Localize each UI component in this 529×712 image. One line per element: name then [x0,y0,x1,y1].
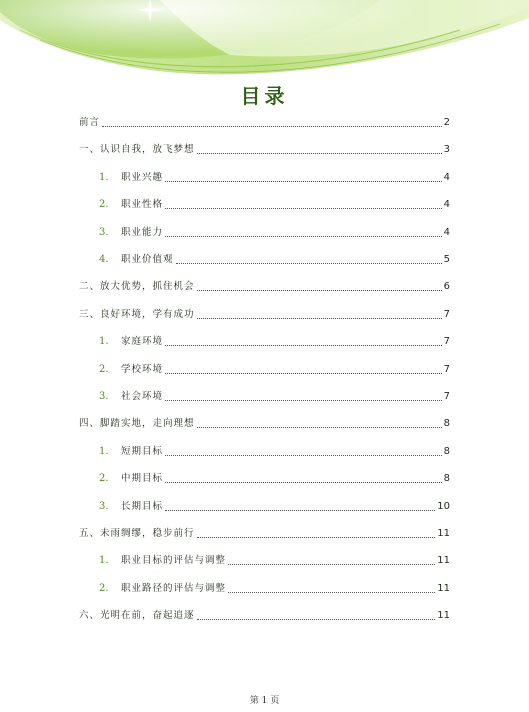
toc-page-number: 11 [437,528,450,539]
toc-entry[interactable] [79,304,450,322]
toc-entry-number: 4. [99,254,109,265]
toc-entry-label: 学校环境 [121,363,164,375]
toc-page-number: 11 [437,610,450,622]
toc-page-number: 4 [443,226,450,238]
toc-entry-label: 六、光明在前，奋起追逐 [79,610,195,622]
toc-entry-number: 2. [99,582,109,594]
toc-entry-label: 家庭环境 [121,336,164,348]
toc-entry-label: 社会环境 [121,391,164,402]
toc-page-number: 7 [443,308,450,320]
toc-page-number: 8 [443,473,450,485]
toc-dot-leader [165,372,442,374]
toc-subentry[interactable] [79,468,450,486]
toc-dot-leader [165,481,442,483]
toc-dot-leader [228,591,435,593]
toc-entry-label: 职业价值观 [121,254,174,265]
toc-entry-label: 中期目标 [121,473,164,485]
toc-entry-label: 五、未雨绸缪，稳步前行 [79,528,195,539]
toc-entry[interactable] [79,523,450,541]
toc-entry-number: 2. [99,199,109,211]
toc-dot-leader [165,207,442,209]
toc-subentry[interactable] [79,441,450,459]
toc-entry-number: 1. [99,336,109,348]
toc-page-number: 7 [443,336,450,348]
toc-page-number: 8 [443,418,450,430]
toc-entry[interactable] [79,276,450,294]
toc-dot-leader [197,289,442,291]
toc-subentry[interactable] [79,386,450,404]
toc-subentry[interactable] [79,167,450,185]
toc-dot-leader [228,563,435,565]
toc-entry-label: 前言 [79,117,101,128]
toc-dot-leader [165,180,442,182]
toc-entry-label: 职业能力 [121,226,164,238]
toc-entry[interactable] [79,139,450,157]
toc-dot-leader [197,152,442,154]
toc-page-number: 5 [443,254,450,265]
toc-page-number: 4 [443,171,450,183]
toc-subentry[interactable] [79,496,450,514]
toc-entry-number: 3. [99,391,109,402]
page-title: 目录 [240,84,289,108]
toc-entry-label: 短期目标 [121,445,164,457]
toc-dot-leader [197,618,436,620]
toc-subentry[interactable] [79,249,450,267]
toc-page-number: 6 [443,281,450,293]
toc-dot-leader [197,536,436,538]
toc-page-number: 4 [443,199,450,211]
toc-subentry[interactable] [79,359,450,377]
toc-page-number: 2 [443,117,450,128]
toc-dot-leader [165,344,442,346]
toc-entry-number: 3. [99,500,109,512]
toc-page-number: 3 [443,144,450,156]
toc-dot-leader [197,317,442,319]
page-footer: 第 1 页 [249,696,280,706]
toc-entry[interactable] [79,605,450,623]
toc-entry-label: 职业性格 [121,199,164,211]
toc-entry-number: 2. [99,363,109,375]
toc-dot-leader [197,426,442,428]
toc-subentry[interactable] [79,331,450,349]
toc-entry-number: 2. [99,473,109,485]
toc-dot-leader [165,235,442,237]
toc-dot-leader [176,262,442,264]
toc-subentry[interactable] [79,578,450,596]
toc-entry-label: 一、认识自我，放飞梦想 [79,144,195,156]
toc-dot-leader [165,509,435,511]
toc-dot-leader [165,399,442,401]
toc-entry-number: 1. [99,555,109,567]
toc-dot-leader [102,125,442,127]
toc-entry-label: 四、脚踏实地，走向理想 [79,418,195,430]
toc-subentry[interactable] [79,194,450,212]
toc-entry-label: 二、放大优势，抓住机会 [79,281,195,293]
toc-entry-label: 三、良好环境，学有成功 [79,308,195,320]
toc-entry-label: 长期目标 [121,500,164,512]
toc-subentry[interactable] [79,222,450,240]
toc-entry-number: 3. [99,226,109,238]
toc-page-number: 10 [437,500,450,512]
header-decoration [0,0,529,90]
toc-page-number: 11 [437,582,450,594]
toc-page-number: 7 [443,391,450,402]
toc-entry[interactable] [79,413,450,431]
toc-entry-label: 职业路径的评估与调整 [121,582,227,594]
toc-page-number: 11 [437,555,450,567]
toc-dot-leader [165,454,442,456]
toc-entry-label: 职业兴趣 [121,171,164,183]
toc-entry-label: 职业目标的评估与调整 [121,555,227,567]
toc-subentry[interactable] [79,550,450,568]
toc-entry-number: 1. [99,171,109,183]
toc-page-number: 8 [443,445,450,457]
toc-page-number: 7 [443,363,450,375]
toc-entry-number: 1. [99,445,109,457]
toc-entry[interactable] [79,112,450,130]
